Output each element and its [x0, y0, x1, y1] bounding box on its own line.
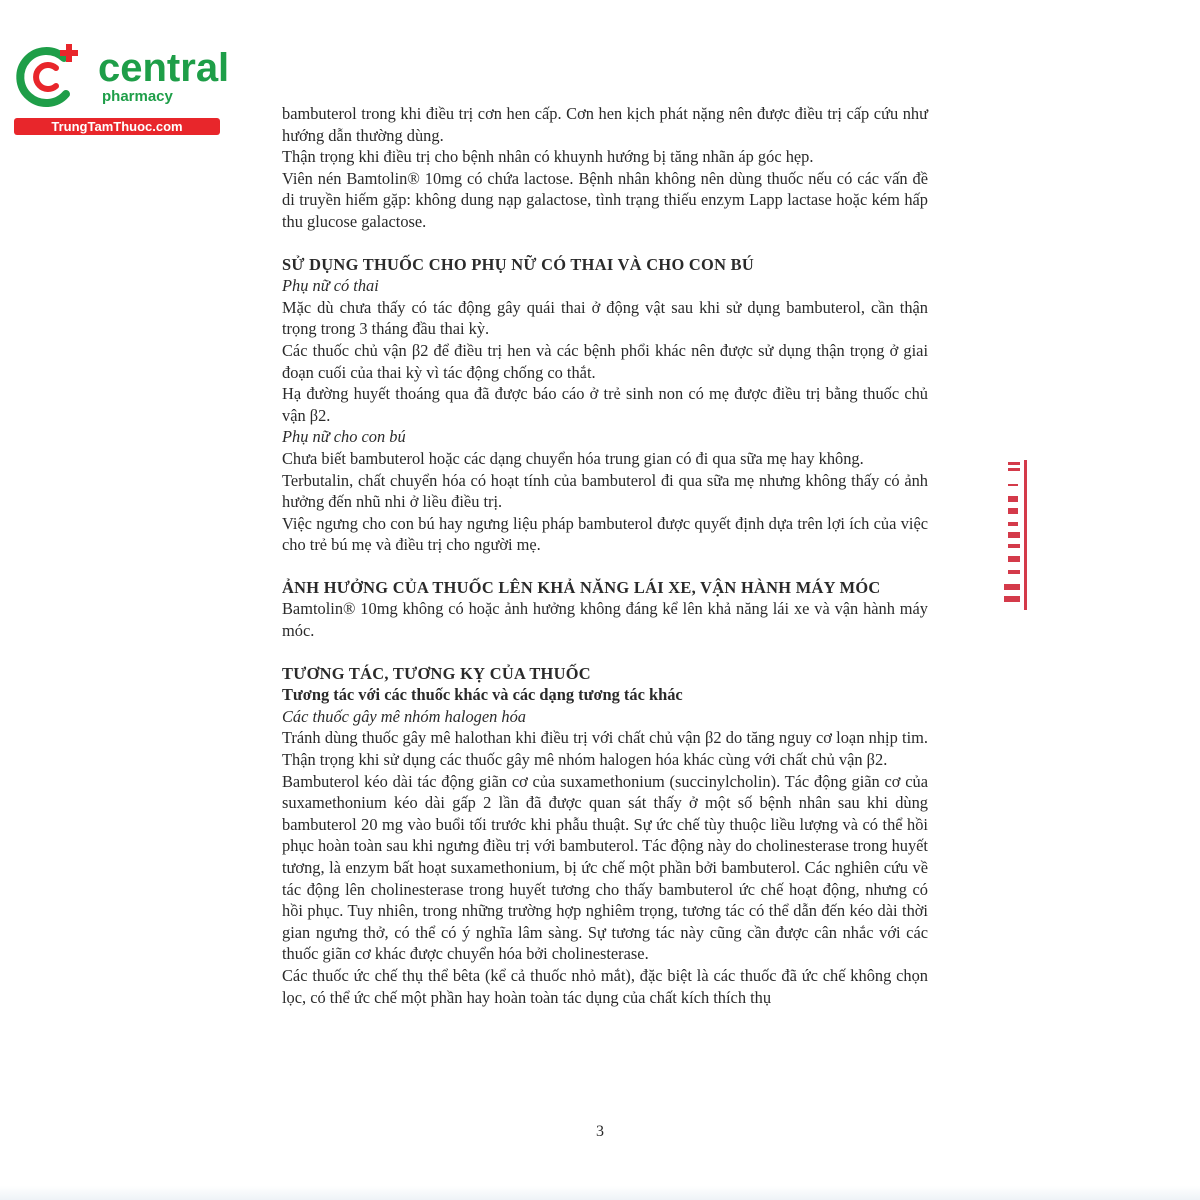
- paragraph: Tránh dùng thuốc gây mê halothan khi điều trị với chất chủ vận β2 do tăng nguy cơ loạn nhịp tim. Thận trọng khi sử dụng các thuốc gây mê nhóm halogen hóa khác cùng với chất chủ vận β2.: [282, 728, 928, 770]
- brand-website: TrungTamThuoc.com: [14, 118, 220, 135]
- paragraph: Việc ngưng cho con bú hay ngưng liệu pháp bambuterol được quyết định dựa trên lợi ích của việc cho trẻ bú mẹ và điều trị cho người mẹ.: [282, 513, 928, 555]
- section-heading-interactions: TƯƠNG TÁC, TƯƠNG KỴ CỦA THUỐC: [282, 663, 591, 683]
- paragraph: bambuterol trong khi điều trị cơn hen cấp. Cơn hen kịch phát nặng nên được điều trị cấp cứu như hướng dẫn thường dùng.: [282, 104, 928, 145]
- paragraph: Các thuốc chủ vận β2 để điều trị hen và các bệnh phổi khác nên được sử dụng thận trọng ở giai đoạn cuối của thai kỳ vì tác động chống co thắt.: [282, 340, 928, 382]
- paragraph: Chưa biết bambuterol hoặc các dạng chuyển hóa trung gian có đi qua sữa mẹ hay không.: [282, 448, 864, 468]
- brand-logo: [10, 36, 230, 136]
- brand-subtitle: pharmacy: [102, 88, 173, 105]
- section-heading-driving: ẢNH HƯỞNG CỦA THUỐC LÊN KHẢ NĂNG LÁI XE, VẬN HÀNH MÁY MÓC: [282, 577, 881, 597]
- stamp-marks-icon: [1002, 460, 1022, 610]
- paragraph: Hạ đường huyết thoáng qua đã được báo cáo ở trẻ sinh non có mẹ được điều trị bằng thuốc chủ vận β2.: [282, 384, 928, 425]
- stamp-border: [1024, 460, 1027, 610]
- paragraph: Bamtolin® 10mg không có hoặc ảnh hưởng không đáng kể lên khả năng lái xe và vận hành máy móc.: [282, 599, 928, 641]
- subheading-pregnant: Phụ nữ có thai: [282, 276, 379, 296]
- paragraph: Viên nén Bamtolin® 10mg có chứa lactose. Bệnh nhân không nên dùng thuốc nếu có các vấn đề di truyền hiếm gặp: không dung nạp galactose, tình trạng thiếu enzym Lapp lactase hoặc kém hấp thu glucose galactose.: [282, 168, 928, 231]
- subheading-interactions: Tương tác với các thuốc khác và các dạng tương tác khác: [282, 685, 683, 705]
- paragraph: Bambuterol kéo dài tác động giãn cơ của suxamethonium (succinylcholin). Tác động giãn cơ của suxamethonium kéo dài gấp 2 lần đã được quan sát thấy ở một số bệnh nhân sau khi dùng bambuterol 20 mg vào buổi tối trước khi phẫu thuật. Sự ức chế tùy thuộc liều lượng và có thể hồi phục hoàn toàn sau khi ngưng điều trị với bambuterol. Tác động này do cholinesterase trong huyết tương, là enzym bất hoạt suxamethonium, bị ức chế một phần bởi bambuterol. Các nghiên cứu về tác động lên cholinesterase trong huyết tương cho thấy bambuterol ức chế hoạt động, nhưng có hồi phục. Tuy nhiên, trong những trường hợp nghiêm trọng, tương tác có thể dẫn đến kéo dài thời gian ngưng thở, có thể có ý nghĩa lâm sàng. Sự tương tác này cũng cần được cân nhắc với các thuốc giãn cơ khác được chuyển hóa bởi cholinesterase.: [282, 771, 928, 964]
- paragraph: Thận trọng khi điều trị cho bệnh nhân có khuynh hướng bị tăng nhãn áp góc hẹp.: [282, 147, 814, 167]
- brand-name: central: [98, 46, 230, 90]
- subheading-breastfeeding: Phụ nữ cho con bú: [282, 427, 406, 447]
- approval-stamp: [1002, 460, 1030, 610]
- page-number: 3: [596, 1123, 604, 1140]
- subheading-anesthetics: Các thuốc gây mê nhóm halogen hóa: [282, 706, 526, 726]
- section-heading-pregnancy: SỬ DỤNG THUỐC CHO PHỤ NỮ CÓ THAI VÀ CHO CON BÚ: [282, 254, 755, 274]
- paragraph: Terbutalin, chất chuyển hóa có hoạt tính của bambuterol đi qua sữa mẹ nhưng không thấy có ảnh hưởng đến nhũ nhi ở liều điều trị.: [282, 470, 928, 512]
- paragraph: Các thuốc ức chế thụ thể bêta (kể cả thuốc nhỏ mắt), đặc biệt là các thuốc đã ức chế không chọn lọc, có thể ức chế một phần hay hoàn toàn tác dụng của chất kích thích thụ: [282, 965, 928, 1007]
- document-body: [282, 103, 928, 1008]
- paragraph: Mặc dù chưa thấy có tác động gây quái thai ở động vật sau khi sử dụng bambuterol, cần thận trọng trong 3 tháng đầu thai kỳ.: [282, 297, 928, 339]
- footer-band: [0, 1186, 1200, 1200]
- central-pharmacy-logo-icon: [12, 40, 84, 112]
